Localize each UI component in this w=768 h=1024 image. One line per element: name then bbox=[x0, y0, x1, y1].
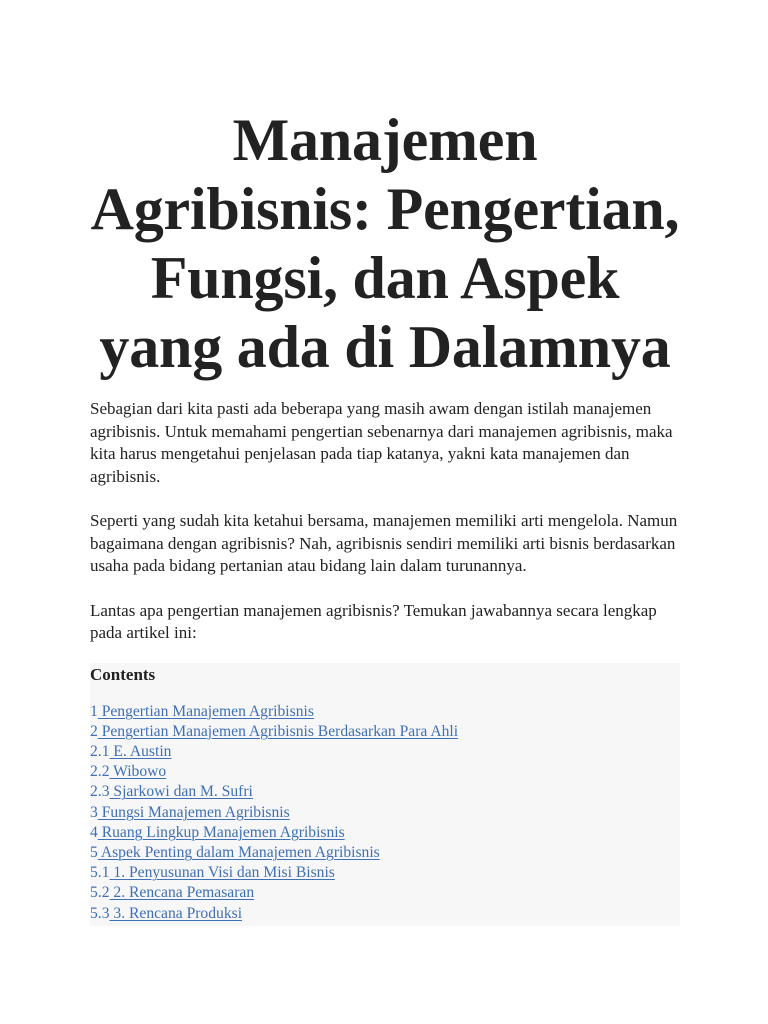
toc-item[interactable] bbox=[90, 702, 680, 722]
definition-paragraph: Seperti yang sudah kita ketahui bersama, manajemen memiliki arti mengelola. Namun bagaimana dengan agribisnis? Nah, agribisnis sendiri memiliki arti bisnis berdasarkan usaha pada bidang pertanian atau bidang lain dalam turunannya. bbox=[90, 511, 678, 575]
toc-item-number: 5.3 bbox=[90, 904, 110, 922]
toc-link-visi-misi[interactable]: 1. Penyusunan Visi dan Misi Bisnis bbox=[109, 864, 335, 882]
table-of-contents bbox=[90, 663, 680, 926]
toc-item[interactable] bbox=[90, 823, 680, 843]
toc-item-number: 1 bbox=[90, 702, 98, 720]
toc-item-number: 2 bbox=[90, 722, 98, 740]
toc-item-number: 3 bbox=[90, 803, 98, 821]
toc-item-number: 2.2 bbox=[90, 763, 110, 781]
intro-paragraph: Sebagian dari kita pasti ada beberapa yang masih awam dengan istilah manajemen agribisnis. Untuk memahami pengertian sebenarnya dari manajemen agribisnis, maka kita harus mengetahui penjelasan pada tiap katanya, yakni kata manajemen dan agribisnis. bbox=[90, 399, 673, 486]
toc-item-number: 5.1 bbox=[90, 864, 110, 882]
toc-item[interactable] bbox=[90, 904, 680, 924]
toc-item[interactable] bbox=[90, 863, 680, 883]
toc-link-para-ahli[interactable]: Pengertian Manajemen Agribisnis Berdasarkan Para Ahli bbox=[97, 722, 459, 740]
toc-link-rencana-produksi[interactable]: 3. Rencana Produksi bbox=[109, 904, 243, 922]
toc-list bbox=[90, 702, 680, 924]
toc-item[interactable] bbox=[90, 803, 680, 823]
toc-link-fungsi[interactable]: Fungsi Manajemen Agribisnis bbox=[97, 803, 290, 821]
article-title: Manajemen Agribisnis: Pengertian, Fungsi, dan Aspek yang ada di Dalamnya bbox=[90, 107, 680, 380]
toc-item-number: 5 bbox=[90, 843, 98, 861]
toc-item[interactable] bbox=[90, 742, 680, 762]
toc-item-number: 4 bbox=[90, 823, 98, 841]
toc-item[interactable] bbox=[90, 843, 680, 863]
question-paragraph: Lantas apa pengertian manajemen agribisnis? Temukan jawabannya secara lengkap pada artikel ini: bbox=[90, 600, 657, 642]
toc-header: Contents bbox=[90, 664, 156, 684]
toc-link-sjarkowi[interactable]: Sjarkowi dan M. Sufri bbox=[109, 783, 253, 801]
toc-link-rencana-pemasaran[interactable]: 2. Rencana Pemasaran bbox=[109, 884, 255, 902]
toc-item[interactable] bbox=[90, 782, 680, 802]
toc-link-ruang-lingkup[interactable]: Ruang Lingkup Manajemen Agribisnis bbox=[97, 823, 345, 841]
toc-item[interactable] bbox=[90, 883, 680, 903]
toc-link-aspek-penting[interactable]: Aspek Penting dalam Manajemen Agribisnis bbox=[97, 843, 380, 861]
toc-item-number: 2.1 bbox=[90, 742, 110, 760]
toc-link-pengertian[interactable]: Pengertian Manajemen Agribisnis bbox=[97, 702, 314, 720]
toc-link-e-austin[interactable]: E. Austin bbox=[109, 742, 172, 760]
document-page bbox=[90, 0, 680, 926]
toc-item[interactable] bbox=[90, 722, 680, 742]
toc-item-number: 5.2 bbox=[90, 884, 110, 902]
toc-item-number: 2.3 bbox=[90, 783, 110, 801]
toc-item[interactable] bbox=[90, 762, 680, 782]
toc-link-wibowo[interactable]: Wibowo bbox=[109, 763, 167, 781]
